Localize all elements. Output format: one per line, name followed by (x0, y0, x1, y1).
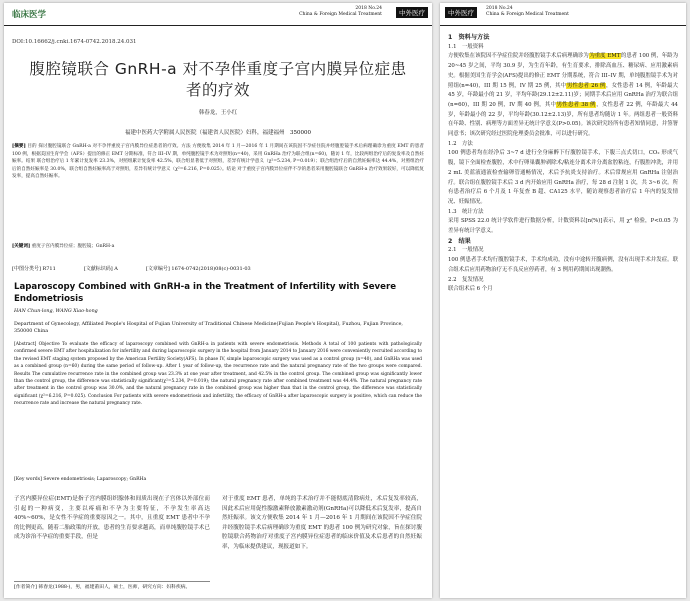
general-results-paragraph: 100 例患者手术均行腹腔镜手术，手术均成功，没有中途转开腹病例，没有出现手术并发症。联合组术后应用药物治疗无不良反应停药者，有 3 例用药期间出现潮热。 (448, 257, 678, 273)
classification-row (12, 265, 424, 272)
subsection-heading: 2.1 一般情况 (448, 247, 484, 254)
english-abstract: [Abstract] Objective To evaluate the efficacy of laparoscopy combined with GnRH-a in patients with severe endometriosis. Methods A total of 100 patients with pathologically confirmed severe EMT after hospitalization for infertility and during laparoscopic surgery in the hospital from January 2014 to January 2016 were conveniently recruited according to the revised EMT staging system proposed by the American Fertility Society(AFS). In phase IV, simple laparoscopic surgery was used as a control group (n=40), and GnRHa was used as a combined group (n=60) during the same period of follow-up. After 1 year of follow-up, the recurrence rate and the natural pregnancy rate of the two groups were compared. Results The cumulative recurrence rate in the combined group was 23.3% at one year after treatment, and 42.5% in the control group. The combined group was significantly lower than the control group, the difference was statistically significant(χ²=5.234, P=0.019); the natural pregnancy rate after combined treatment was 44.4%. The natural pregnancy rate after treatment in the control group was 30.0%, and the natural pregnancy rate in the combined group was higher than that in the control group, the difference was statistically significant (χ²=6.216, P=0.025). Conclusion For patients with severe endometriosis and infertility, the efficacy of GnRH-a after laparoscopic surgery is positive, which can reduce the recurrence rate and increase the natural pregnancy rate. (14, 342, 422, 407)
article-title: 腹腔镜联合 GnRH-a 对不孕伴重度子宫内膜异位症患者的疗效 (29, 60, 407, 99)
page-header (4, 3, 432, 26)
page-header-right (440, 3, 686, 26)
article-number: [文章编号] 1674-0742(2018)08(c)-0031-03 (145, 266, 251, 272)
general-data-paragraph: 方便收集在该院因不孕症住院并经腹腔镜手术后病理确诊为为重度 EMT的患者 100 例，年龄为 20~45 岁之间，平均 30.9 岁，为生育年龄，有生育要求，排除高血压、糖尿病、应用激素病史。根据美国生育学会(AFS)提出的修正 EMT 分期系统，符合 III–IV 期，单纯腹腔镜手术为对照组(n=40)，III 期 15 例，IV 期 25 例，其中男性患者 26 例，女性患者 14 例，年龄最大 45 岁，年龄最小的 21 岁，平均年龄(29.12±2.11)岁；同期手术后应用 GnRHa 治疗为联合组(n=60)，III 期 20 例，IV 期 40 例，其中男性患者 38 例，女性患者 22 例，年龄最大 44 岁，年龄最小的 22 岁，平均年龄(30.12±2.13)岁，所有患者均随访 1 年。两组患者一般资料在年龄、性别、病理等方面差异无统计学意义(P>0.05)。该次研究经所有患者知情同意，并签署同意书；该次研究经过医院伦理委员会批准，可以进行研究。 (448, 53, 678, 138)
issue-info: 2018 No.24 China & Foreign Medical Treatment (299, 6, 382, 17)
highlight-severe-emt: 为重度 EMT (589, 53, 621, 60)
subsection-heading: 1.1 一般资料 (448, 43, 484, 50)
english-title: Laparoscopy Combined with GnRH-a in the Treatment of Infertility with Severe Endometriosis (14, 282, 397, 304)
clc-number: [中图分类号] R711 (12, 266, 56, 272)
doc-code: [文献标识码] A (83, 266, 118, 272)
author-footnote: [作者简介] 韩春龙(1988-)，男，福建莆田人，硕士，医师，研究方向：妇科疾病。 (14, 581, 210, 591)
journal-badge-right: 中外医疗 (445, 7, 477, 18)
section-heading: 1 资料与方法 (448, 34, 490, 41)
doi: DOI:10.16662/j.cnki.1674-0742.2018.24.031 (12, 39, 137, 45)
authors: 韩春龙，王小红 (198, 110, 238, 116)
methods-section (448, 33, 678, 295)
article-second-page (440, 3, 686, 598)
chinese-abstract: [摘要] 目的 探讨腹腔镜联合 GnRH-a 对不孕伴重度子宫内膜异位症患者的疗效。方法 方便收集 2014 年 1 月—2016 年 1 月期间在该院因不孕症住院并经腹腔镜手术后病理确诊为重度 EMT 的患者 100 例，根据美国生育学会（AFS）提出的修正 EMT 分期标准，符合 III–IV 期，单纯腹腔镜手术为对照组(n=40)，采用 GnRHa 治疗为联合组(n=60)，随访 1 年，比较两组治疗后的复发率及自然妊娠率。结果 联合组治疗后 1 年累计复发率 23.3%，对照组累计复发率 42.5%，联合组显著低于对照组，差异有统计学意义（χ²=5.234, P=0.019）；联合组治疗后的自然妊娠率达 44.4%，对照组治疗后的自然妊娠率是 30.0%，联合组自然妊娠率高于对照组，差异有统计学意义（χ²=6.216, P=0.025）。结论 对于重度子宫内膜异位症伴不孕的患者采用腹腔镜联合 GnRH-a 治疗效果较好，可以降低复发率，提高自然妊娠率。 (12, 144, 424, 180)
chinese-keywords: [关键词] 重度子宫内膜异位症；腹腔镜；GnRH-a (12, 244, 115, 249)
section-heading: 2 结果 (448, 237, 471, 245)
english-keywords: [Key words] Severe endometriosis; Laparoscopy; GnRHa (14, 477, 147, 482)
recurrence-paragraph: 联合组术后 6 个月 (448, 286, 493, 293)
highlight-male-38: 男性患者 38 例 (556, 101, 596, 108)
statistics-paragraph: 采用 SPSS 22.0 统计学软件进行数据分析，计数资料以[n(%)]表示，用 χ² 检验，P<0.05 为差异有统计学意义。 (448, 218, 678, 235)
highlight-male-26: 男性患者 26 例 (566, 82, 606, 89)
subsection-heading: 1.3 统计方法 (448, 208, 484, 215)
affiliation: 福建中医药大学附属人民医院（福建省人民医院）妇科，福建福州 350000 (125, 130, 311, 136)
intro-column-2: 对于重度 EMT 患者，单纯的手术治疗并不能彻底清除病灶，术后复发率较高，因此术后应用促性腺激素释放激素激动剂(GnRHa)可以降低术后复发率，提高自然妊娠率。该文方便收集 2014 年 1 月—2016 年 1 月期间在该院因不孕症住院并经腹腔镜手术后病理确诊为重度 EMT 的患者 100 例为研究对象，旨在探讨腹腔镜联合药物治疗对重度子宫内膜异位症患者的临床价值及术后患者的自然妊娠率，为临床提供建议，现报道如下。 (222, 496, 422, 550)
subsection-heading: 2.2 复发情况 (448, 276, 484, 283)
journal-badge: 中外医疗 (396, 7, 428, 18)
english-authors: HAN Chun-long, WANG Xiao-hong (14, 309, 98, 314)
article-first-page (4, 3, 432, 598)
subsection-heading: 1.2 方法 (448, 140, 473, 147)
journal-section-name: 临床医学 (12, 10, 47, 20)
english-affiliation: Department of Gynecology, Affiliated People's Hospital of Fujian University of Traditional Chinese Medicine(Fujian People's Hospital), Fuzhou, Fujian Province, 350000 China (14, 322, 403, 334)
issue-info-right: 2018 No.24 China & Foreign Medical Treatment (486, 6, 569, 17)
methods-paragraph: 100 例患者均在经净后 3~7 d 进行全身麻醉下行腹腔镜手术，下腹三点式切口，CO₂ 形成气腹，镜下全面检查腹腔，术中行卵巢囊肿剥除术/粘连分离术并分离盆腔粘连，行腹腔冲洗，并用 2 mL 美蓝液通液检查输卵管通畅情况，术后予抗炎支持治疗。术后常规应用 GnRHa 注射治疗。联合组在腹腔镜手术后 3 d 内开始应用 GnRHa 治疗，每 28 d 注射 1 次，共 3~6 次。所有患者治疗后 6 个月及 1 年复查 B 超、CA125 水平，随访观察患者治疗后 1 年内的复发情况、妊娠情况。 (448, 150, 678, 205)
intro-column-1: 子宫内膜异位症(EMT)是指子宫内膜组织腺体和间质出现在子宫体以外部位而引起的一种病变，主要以疼痛和不孕为主要特征，不孕发生率高达 40%~60%，是女性不孕症的重要原因之一。其中，且重度 EMT 患者中不孕的比例更高，随着二胎政策的开放，患者的生育要求越高，而单纯腹腔镜手术已成为诊治不孕症的重要手段，但是 (14, 496, 210, 541)
